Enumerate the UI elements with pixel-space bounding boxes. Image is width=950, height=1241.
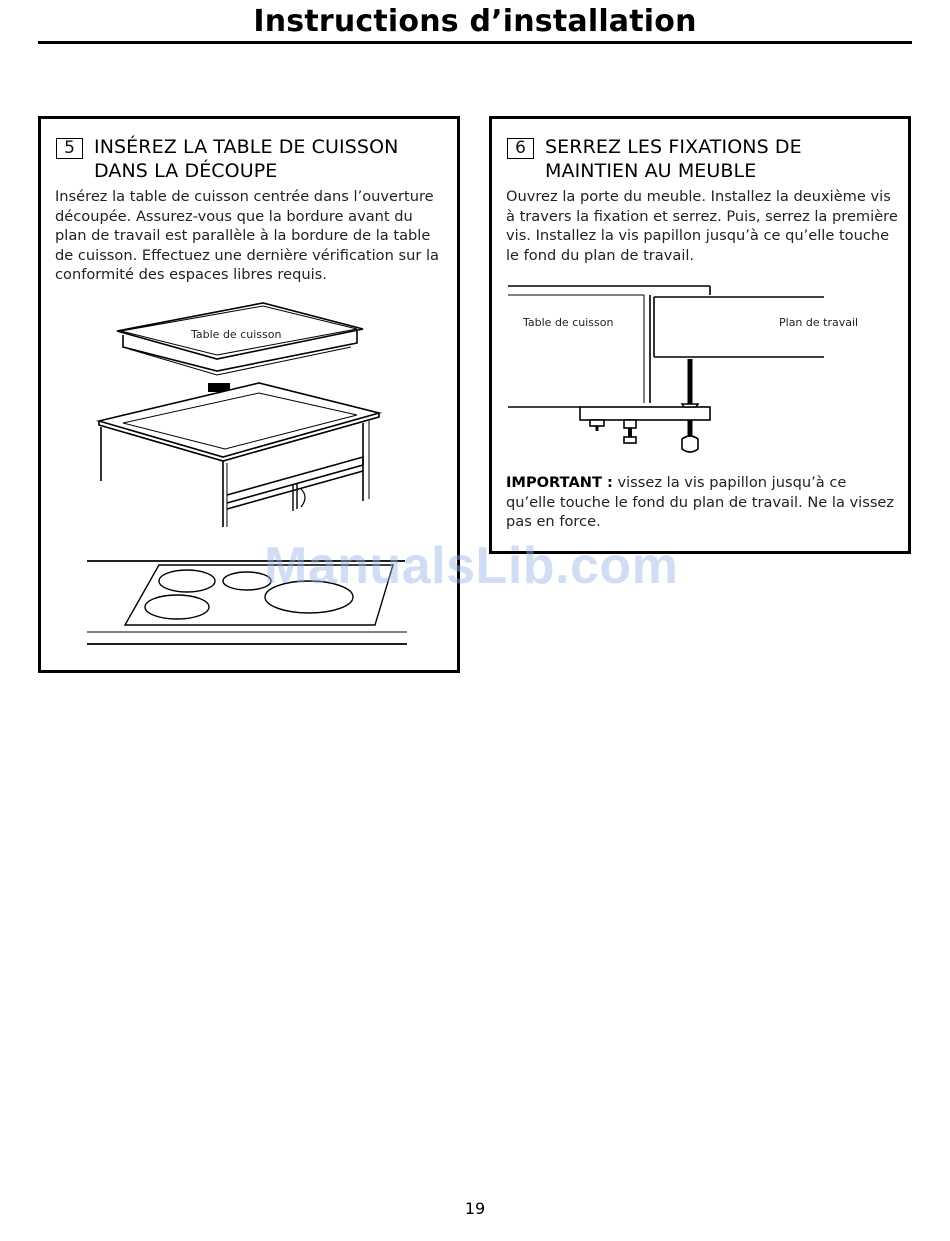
step-6-title [545,135,895,183]
step-6-number: 6 [507,138,534,159]
important-label: IMPORTANT : [506,474,613,491]
cabinet-drawing [99,383,379,527]
step-6-important-note [506,473,898,532]
title-rule [38,41,912,44]
cooktop-label: Table de cuisson [191,328,282,341]
watermark: ManualsLib.com [264,537,679,595]
step-5-title-line1: INSÉREZ LA TABLE DE CUISSON [94,136,399,158]
step-5-title [94,135,444,183]
countertop-label: Plan de travail [779,316,859,329]
step-6-title-line1: SERREZ LES FIXATIONS DE [545,136,802,158]
step-5-body: Insérez la table de cuisson centrée dans l’ouverture découpée. Assurez-vous que la bordure avant du plan de travail est parallèle à la bordure de la table de cuisson. Effectuez une dernière vérification sur la conformité des espaces libres requis. [55,188,439,284]
page-number: 19 [464,1199,486,1218]
step-6-body: Ouvrez la porte du meuble. Installez la deuxième vis à travers la fixation et serrez. Puis, serrez la première vis. Installez la vis papillon jusqu’à ce qu’elle touche le fond du plan de travail. [506,188,898,264]
bracket-cross-section-drawing [508,286,824,452]
page-title: Instructions d’installation [253,4,697,39]
step-5-number: 5 [56,138,83,159]
step-5-title-line2: DANS LA DÉCOUPE [94,160,278,182]
cooktop-label: Table de cuisson [523,316,614,329]
step-6-title-line2: MAINTIEN AU MEUBLE [545,160,757,182]
important-text: vissez la vis papillon jusqu’à ce qu’elle touche le fond du plan de travail. Ne la vissez pas en force. [506,474,895,531]
step-6-box [489,116,911,554]
step-5-illustration [41,289,457,659]
step-6-illustration [492,279,908,464]
